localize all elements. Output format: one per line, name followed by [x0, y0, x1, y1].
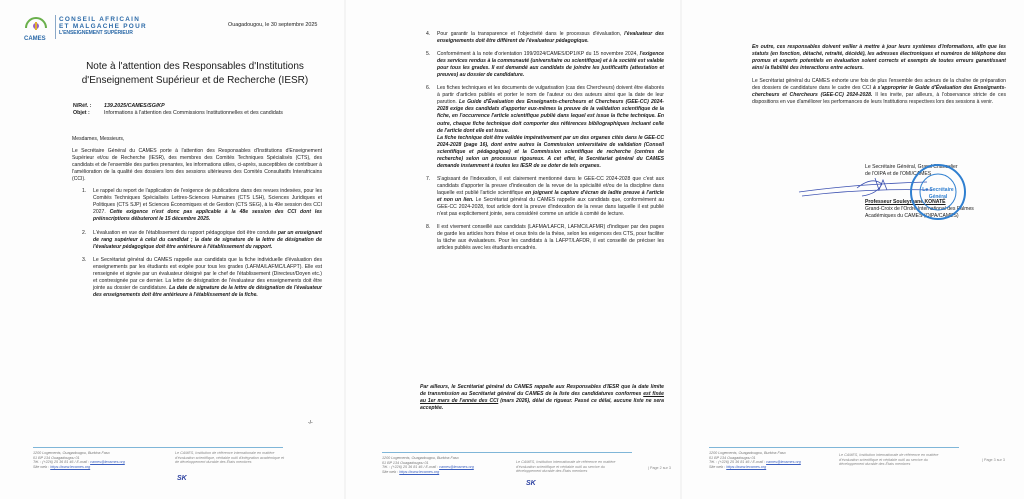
org-name-line1: CONSEIL AFRICAIN	[59, 16, 141, 23]
initials-mark: SK	[177, 475, 187, 482]
ref-label: N/Réf. :	[73, 103, 92, 109]
intro-paragraph: Le Secrétaire Général du CAMES porte à l'attention des Responsables d'Institutions d'Enseignement Supérieur et/ou de Recherche (IESR), des membres des Comités Techniques Spécialisés (CTS), des candidats et de l'ensemble des parties prenantes, les informations utiles, ci-après, susceptibles de contribuer à l'amélioration de la qualité des dossiers lors des sessions ultérieures des Comités Consultatifs Interafricains (CCI).	[72, 148, 322, 183]
signatory-distinction: Grand-Croix de l'Ordre International des Palmes	[865, 206, 974, 212]
footer-divider	[33, 447, 283, 448]
document-page-3	[682, 0, 1024, 499]
email-link[interactable]: cames@lecames.org	[90, 460, 125, 465]
list-item: 3. Le Secrétariat général du CAMES rappelle aux candidats que la fiche individuelle d'évaluation des enseignements par les étudiants est exigée pour tous les grades (LAFMA/LAFMC/LAFPT). Elle est renseignée et signée par un évaluateur désigné par le chef de l'établissement (Directeur/Doyen etc.) et contresignée par ce dernier. La lettre de désignation de l'évaluateur des enseignements doit être jointe au dossier de candidature. La date de signature de la lettre de désignation de l'évaluateur des enseignements doit être antérieure à l'établissement de la fiche.	[82, 256, 322, 298]
cames-emblem-icon	[22, 12, 50, 42]
document-page-1	[0, 0, 344, 499]
svg-text:Général: Général	[928, 194, 948, 200]
website-link[interactable]: https://www.lecames.org	[726, 464, 767, 469]
org-name-line2: ET MALGACHE POUR	[59, 23, 147, 30]
footer-address: 1200 Logements, Ouagadougou, Burkina Faso 01 BP 134 Ouagadougou 01 Tél. : (+226) 25 36 81 46 / E-mail : cames@lecames.org Site web : https://www.lecames.org	[33, 451, 125, 469]
footer-divider	[709, 447, 959, 448]
list-item: 2. L'évaluation en vue de l'établissement du rapport pédagogique doit être conduite par un enseignant de rang supérieur à celui du candidat ; la date de signature de la lettre de désignation de l'évaluateur pédagogique doit être antérieure à l'établissement du rapport.	[82, 229, 322, 250]
object-value: Informations à l'attention des Commissions Institutionnelles et des candidats	[104, 110, 283, 117]
svg-text:Le Secrétaire: Le Secrétaire	[922, 187, 954, 193]
footer-mission: Le CAMES, Institution de référence internationale en matière d'évaluation scientifique, véritable outil d'intégration académique et de développement durable des États membres	[175, 451, 285, 465]
deadline-paragraph: Par ailleurs, le Secrétariat général du CAMES rappelle aux Responsables d'IESR que la date limite de transmission au Secrétariat général du CAMES de la liste des candidatures conformes est fixée au 1er mars de l'année des CCI (mars 2026), délai de rigueur. Passé ce délai, aucune liste ne sera acceptée.	[420, 384, 664, 412]
org-name	[59, 16, 147, 37]
page-footer	[0, 447, 344, 487]
document-page-2	[346, 0, 680, 499]
initials-mark: SK	[526, 480, 536, 487]
list-item: 1. Le rappel du report de l'application de l'exigence de publications dans des revues indexées, pour les Comités Techniques Spécialisés Lettres-Sciences Humaines (CTS LSH), Sciences Juridiques et Politiques (CTS SJP) et Sciences Économiques et de Gestion (CTS SEG), à la 49e session des CCI 2027. Cette exigence n'est donc pas applicable à la 48e session des CCI dont les préinscriptions débuteront le 15 décembre 2025.	[82, 188, 322, 223]
website-link[interactable]: https://www.lecames.org	[50, 464, 91, 469]
page3-body	[752, 44, 1006, 106]
salutation: Mesdames, Messieurs,	[72, 136, 125, 142]
document-title	[60, 60, 330, 88]
email-link[interactable]: cames@lecames.org	[439, 465, 474, 470]
page-number: | Page 2 sur 3	[648, 466, 671, 470]
object-label: Objet :	[73, 110, 90, 117]
list-item: 4. Pour garantir la transparence et l'objectivité dans le processus d'évaluation, l'évaluateur des enseignements doit être différent de l'évaluateur pédagogique.	[426, 31, 664, 45]
list-item: 5. Conformément à la note d'orientation 199/2024/CAMES/DP1/KP du 15 novembre 2024, l'exigence des services rendus à la communauté (universitaire ou scientifique) et à la société est valable pour tous les grades. Il est demandé aux candidats de joindre les justificatifs (attestation et preuves) au dossier de candidature.	[426, 51, 664, 79]
signatory-title-2: de l'OIPA et de l'OMI/CAMES	[865, 171, 932, 177]
footer-mission: Le CAMES, Institution internationale de référence en matière d'évaluation scientifique et véritable outil au service du développement durable des États membres	[839, 453, 939, 467]
exhortation-paragraph: Le Secrétariat général du CAMES exhorte une fois de plus l'ensemble des acteurs de la chaîne de préparation des dossiers de candidature dans le cadre des CCI à s'approprier le Guide d'Évaluation des Enseignants-chercheurs et Chercheurs (GEE-CC) 2024-2028. Il les invite, par ailleurs, à l'observance stricte de ces dispositions en vue d'améliorer les performances de leurs Institutions respectives lors des sessions à venir.	[752, 78, 1006, 106]
signatory-distinction-2: Académiques du CAMES (OIPA/CAMES)	[865, 213, 959, 219]
website-link[interactable]: https://www.lecames.org	[399, 469, 440, 474]
email-link[interactable]: cames@lecames.org	[766, 460, 801, 465]
ref-value: 139.2025/CAMES/SG/KP	[104, 103, 165, 109]
page-number: | Page 3 sur 3	[982, 458, 1005, 462]
svg-text:CAMES: CAMES	[24, 36, 46, 42]
footer-address: 1200 Logements, Ouagadougou, Burkina Faso 01 BP 134 Ouagadougou 01 Tél. : (+226) 25 36 81 46 / E-mail : cames@lecames.org Site web : https://www.lecames.org	[709, 451, 801, 469]
official-stamp-icon	[908, 162, 968, 222]
signatory-name: Professeur Souleymane KONATÉ	[865, 199, 946, 205]
footer-address: 1200 Logements, Ouagadougou, Burkina Faso 01 BP 134 Ouagadougou 01 Tél. : (+226) 25 36 81 46 / E-mail : cames@lecames.org Site web : https://www.lecames.org	[382, 456, 474, 474]
reference-block	[73, 103, 283, 117]
title-line2: d'Enseignement Supérieur et de Recherche (IESR)	[81, 75, 309, 86]
cames-logo	[22, 12, 152, 42]
footer-mission: Le CAMES, Institution internationale de référence en matière d'évaluation scientifique et véritable outil au service du développement durable des États membres	[516, 460, 616, 474]
page-continue-mark: -/-	[308, 420, 313, 426]
info-systems-paragraph: En outre, ces responsables doivent veiller à mettre à jour leurs systèmes d'informations, afin que les statuts (en fonction, détaché, retraité, décédé), les adresses électroniques et numéros de téléphone des promus et experts potentiels en évaluation soient corrects et exempts de toutes erreurs garantissant ainsi la fiabilité des interactions entre acteurs.	[752, 44, 1006, 72]
page-footer	[682, 447, 1024, 487]
signatory-title: Le Secrétaire Général, Grand Chancelier	[865, 164, 958, 170]
page-footer	[346, 452, 680, 492]
title-line1: Note à l'attention des Responsables d'Institutions	[86, 61, 304, 72]
page1-body	[72, 136, 322, 305]
list-item: 6. Les fiches techniques et les documents de vulgarisation (cas des Chercheurs) doivent être élaborés à partir d'articles publiés et porter le nom de l'auteur ou des auteurs ainsi que la date de leur parution. Le Guide d'Évaluation des Enseignants-chercheurs et Chercheurs (GEE-CC) 2024-2028 exige des candidats d'apporter eux-mêmes la preuve de la validation scientifique de la fiche, en l'occurrence l'article scientifique publié dans lequel est issue la fiche technique. En outre, chaque fiche technique doit comporter des références bibliographiques incluant celle de l'article dont elle est issue. La fiche technique doit être validée impérativement par un des organes cités dans le GEE-CC 2024-2028 (page 16), dont entre autres la Commission universitaire de validation (Conseil scientifique et pédagogique) et la Commission scientifique de recherche (centres de recherche) selon un processus rigoureux. A cet effet, le Secrétariat général du CAMES demande instamment à toutes les IESR de se doter de tels organes.	[426, 85, 664, 169]
org-name-line3: L'ENSEIGNEMENT SUPÉRIEUR	[59, 30, 133, 36]
page2-body	[426, 31, 664, 258]
list-item: 8. Il est vivement conseillé aux candidats (LAFMA/LAFCR, LAFMC/LAFMR) d'indiquer par des pages de garde les articles hors thèse et ceux tirés de la thèse, selon les exigences des CTS, pour faciliter la tâche aux évaluateurs. Pour les candidats à la LAFPT/LAFDR, il est conseillé de préciser les articles publiés avec les étudiants encadrés.	[426, 224, 664, 252]
list-item: 7. S'agissant de l'indexation, il est clairement mentionné dans le GEE-CC 2024-2028 que c'est aux candidats d'apporter la preuve d'indexation de la revue de la spécialité et/ou de la discipline dans laquelle est publié l'article scientifique en joignant la capture d'écran de ladite preuve à l'article et non un lien. Le Secrétariat général du CAMES rappelle aux candidats que, conformément au GEE-CC 2024-2028, tout article dont la preuve d'indexation de la revue dans laquelle il est publié n'est pas explicitement jointe, sera considéré comme un article à comité de lecture.	[426, 175, 664, 218]
footer-divider	[382, 452, 632, 453]
logo-divider	[55, 15, 56, 39]
letter-date: Ouagadougou, le 30 septembre 2025	[228, 22, 318, 28]
